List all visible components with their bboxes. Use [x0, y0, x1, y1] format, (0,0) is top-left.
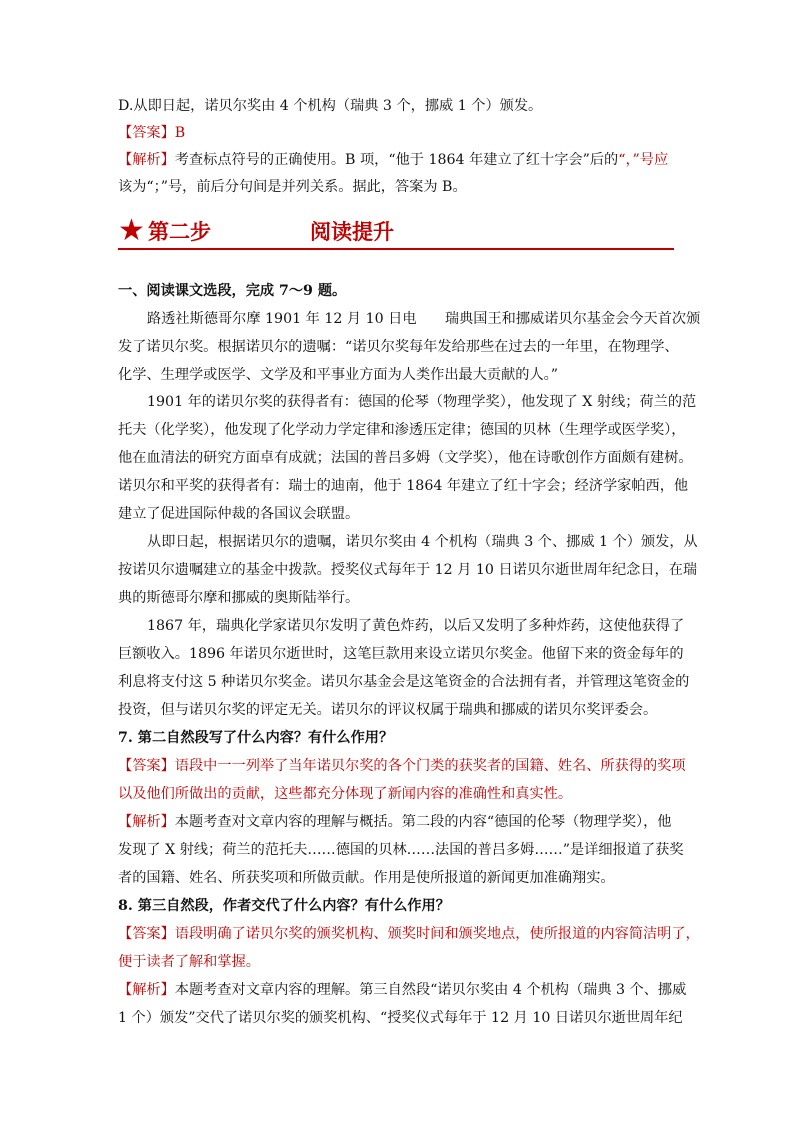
passage-p4-line-1: 1867 年，瑞典化学家诺贝尔发明了黄色炸药，以后又发明了多种炸药，这使他获得了: [147, 618, 685, 634]
analysis-line-2: 该为“；”号，前后分句间是并列关系。据此，答案为 B。: [118, 179, 467, 195]
q8-answer-line-2: 便于读者了解和掌握。: [118, 954, 260, 970]
passage-p3-line-1: 从即日起，根据诺贝尔的遗嘱，诺贝尔奖由 4 个机构（瑞典 3 个、挪威 1 个）颁发，从: [147, 534, 698, 550]
passage-p2-line-4: 诺贝尔和平奖的获得者有：瑞士的迪南，他于 1864 年建立了红十字会；经济学家帕西，他: [118, 478, 689, 494]
section-step: 第二步: [148, 219, 211, 244]
analysis-line-1: [118, 151, 668, 169]
q7-analysis-line-3: 者的国籍、姓名、所获奖项和所做贡献。作用是使所报道的新闻更加准确翔实。: [118, 870, 615, 886]
passage-p4-line-2: 巨额收入。1896 年诺贝尔逝世时，这笔巨款用来设立诺贝尔奖金。他留下来的资金每年的: [118, 646, 684, 662]
q8-analysis-tag: 【解析】: [118, 982, 175, 998]
q8-answer-tag: 【答案】: [118, 926, 175, 942]
passage-p2-line-2: 托夫（化学奖），他发现了化学动力学定律和渗透压定律；德国的贝林（生理学或医学奖），: [118, 422, 686, 438]
q7-analysis-line-2: 发现了 X 射线；荷兰的范托夫……德国的贝林……法国的普吕多姆……”是详细报道了获奖: [118, 842, 684, 858]
q7-answer-tag: 【答案】: [118, 758, 175, 774]
q8-analysis-text-1: 本题考查对文章内容的理解。第三自然段“诺贝尔奖由 4 个机构（瑞典 3 个、挪威: [174, 982, 687, 998]
q7-answer-line-1: [118, 757, 686, 775]
analysis-text-1a: 考查标点符号的正确使用。B 项，“他于 1864 年建立了红十字会”后的: [174, 152, 619, 168]
answer-tag: 【答案】: [118, 125, 175, 141]
passage-p3-line-2: 按诺贝尔遗嘱建立的基金中拨款。授奖仪式每年于 12 月 10 日诺贝尔逝世周年纪念日，在瑞: [118, 562, 698, 578]
passage-p4-line-4: 投资，但与诺贝尔奖的评定无关。诺贝尔的评议权属于瑞典和挪威的诺贝尔奖评委会。: [118, 702, 658, 718]
passage-p2-line-5: 建立了促进国际仲裁的各国议会联盟。: [118, 506, 360, 522]
answer-value: B: [174, 125, 186, 141]
passage-p2-line-3: 他在血清法的研究方面卓有成就；法国的普吕多姆（文学奖），他在诗歌创作方面颇有建树。: [118, 450, 693, 466]
q7-analysis-line-1: [118, 813, 671, 831]
passage-p3-line-3: 典的斯德哥尔摩和挪威的奥斯陆举行。: [118, 590, 360, 606]
section-heading: [118, 212, 674, 250]
option-d-text: D.从即日起，诺贝尔奖由 4 个机构（瑞典 3 个，挪威 1 个）颁发。: [118, 98, 543, 114]
q8-analysis-line-2: 1 个）颁发”交代了诺贝尔奖的颁奖机构、“授奖仪式每年于 12 月 10 日诺贝尔逝世周年纪: [118, 1010, 683, 1026]
part-heading: 一、阅读课文选段，完成 7～9 题。: [118, 283, 347, 299]
question-7: 7. 第二自然段写了什么内容？有什么作用？: [118, 730, 394, 746]
analysis-tag: 【解析】: [118, 152, 175, 168]
q8-answer-text-1: 语段明确了诺贝尔奖的颁奖机构、颁奖时间和颁奖地点，使所报道的内容简洁明了，: [174, 926, 700, 942]
passage-p4-line-3: 利息将支付这 5 种诺贝尔奖金。诺贝尔基金会是这笔资金的合法拥有者，并管理这笔资金的: [118, 674, 690, 690]
q7-analysis-text-1: 本题考查对文章内容的理解与概括。第二段的内容“德国的伦琴（物理学奖），他: [174, 814, 672, 830]
passage-p2-line-1: 1901 年的诺贝尔奖的获得者有：德国的伦琴（物理学奖），他发现了 X 射线；荷兰的范: [147, 394, 697, 410]
q7-answer-line-2: 以及他们所做出的贡献，这些都充分体现了新闻内容的准确性和真实性。: [118, 786, 573, 802]
q7-analysis-tag: 【解析】: [118, 814, 175, 830]
section-title: 阅读提升: [310, 219, 394, 244]
passage-p1-line-1: 路透社斯德哥尔摩 1901 年 12 月 10 日电 瑞典国王和挪威诺贝尔基金会今天首次颁: [147, 311, 701, 327]
answer-line: [118, 124, 185, 142]
q7-answer-text-1: 语段中一一列举了当年诺贝尔奖的各个门类的获奖者的国籍、姓名、所获得的奖项: [174, 758, 686, 774]
passage-p1-line-2: 发了诺贝尔奖。根据诺贝尔的遗嘱：“诺贝尔奖每年发给那些在过去的一年里，在物理学、: [118, 339, 679, 355]
analysis-text-1b: “，”号应: [618, 152, 669, 168]
question-8: 8. 第三自然段，作者交代了什么内容？有什么作用？: [118, 898, 450, 914]
q8-answer-line-1: [118, 925, 700, 943]
q8-analysis-line-1: [118, 981, 686, 999]
passage-p1-line-3: 化学、生理学或医学、文学及和平事业方面为人类作出最大贡献的人。”: [118, 367, 558, 383]
star-icon: ★: [118, 213, 145, 248]
